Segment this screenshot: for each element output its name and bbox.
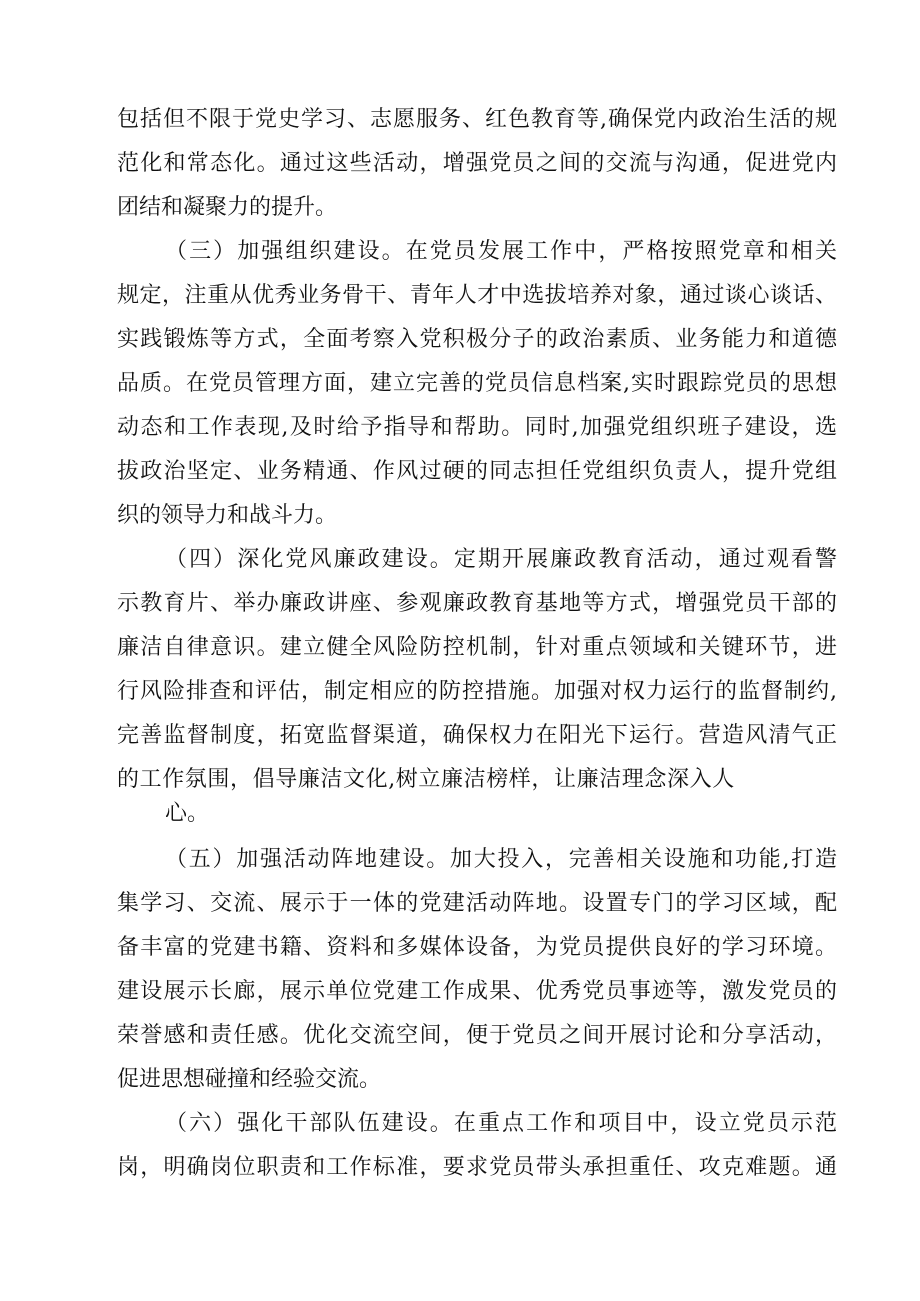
text-line: 心。 (165, 801, 210, 826)
text-line: 的工作氛围，倡导廉洁文化,树立廉洁榜样，让廉洁理念深入人 (117, 767, 735, 792)
text-line: 促进思想碰撞和经验交流。 (117, 1067, 382, 1092)
text-line: 包括但不限于党史学习、志愿服务、红色教育等,确保党内政治生活的规 (117, 107, 837, 132)
text-line: 示教育片、举办廉政讲座、参观廉政教育基地等方式，增强党员干部的 (117, 591, 837, 616)
text-line: 团结和凝聚力的提升。 (117, 195, 338, 220)
paragraph-heading-line: （六）强化干部队伍建设。在重点工作和项目中，设立党员示范 (165, 1111, 837, 1136)
text-line: 动态和工作表现,及时给予指导和帮助。同时,加强党组织班子建设，选 (117, 415, 837, 440)
text-line: 实践锻炼等方式，全面考察入党积极分子的政治素质、业务能力和道德 (117, 327, 837, 352)
text-line: 品质。在党员管理方面，建立完善的党员信息档案,实时跟踪党员的思想 (117, 371, 837, 396)
text-line: 荣誉感和责任感。优化交流空间，便于党员之间开展讨论和分享活动， (117, 1023, 837, 1048)
text-line: 拔政治坚定、业务精通、作风过硬的同志担任党组织负责人，提升党组 (117, 459, 837, 484)
paragraph-heading-line: （三）加强组织建设。在党员发展工作中，严格按照党章和相关 (165, 239, 837, 264)
text-line: 建设展示长廊，展示单位党建工作成果、优秀党员事迹等，激发党员的 (117, 979, 837, 1004)
text-line: 廉洁自律意识。建立健全风险防控机制，针对重点领域和关键环节，进 (117, 635, 837, 660)
paragraph-heading-line: （五）加强活动阵地建设。加大投入，完善相关设施和功能,打造 (165, 847, 837, 872)
text-line: 行风险排查和评估，制定相应的防控措施。加强对权力运行的监督制约, (117, 679, 837, 704)
text-line: 完善监督制度，拓宽监督渠道，确保权力在阳光下运行。营造风清气正 (117, 723, 837, 748)
text-line: 备丰富的党建书籍、资料和多媒体设备，为党员提供良好的学习环境。 (117, 935, 837, 960)
text-line: 岗，明确岗位职责和工作标准，要求党员带头承担重任、攻克难题。通 (117, 1155, 837, 1180)
paragraph-heading-line: （四）深化党风廉政建设。定期开展廉政教育活动，通过观看警 (165, 547, 837, 572)
text-line: 规定，注重从优秀业务骨干、青年人才中选拔培养对象，通过谈心谈话、 (117, 283, 837, 308)
text-line: 织的领导力和战斗力。 (117, 503, 338, 528)
text-line: 范化和常态化。通过这些活动，增强党员之间的交流与沟通，促进党内 (117, 151, 837, 176)
text-line: 集学习、交流、展示于一体的党建活动阵地。设置专门的学习区域，配 (117, 891, 837, 916)
